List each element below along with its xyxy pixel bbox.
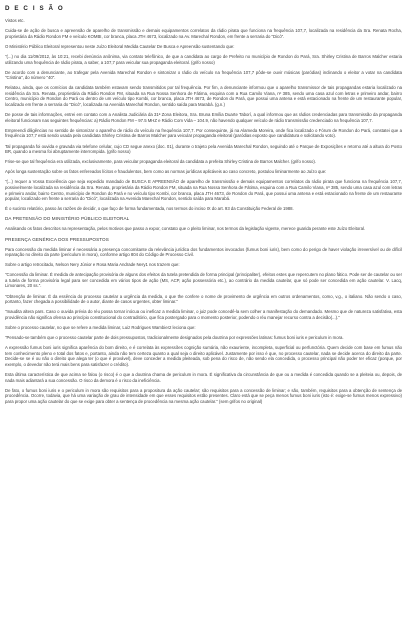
paragraph: A expressão fumus boni iuris significa aparência do bom direito, e é correlata às expressões cognição sumária, não exauriente, incompleta, superficial ou perfunctória. Quem decide com base em fumus não tem conhecimento pleno e total dos fatos e, portanto, ainda não tem certeza quanto a qual seja o direito aplicável. Justamente por isso é que, no processo cautelar, nada se decide acerca do direito da parte. Decide-se se é ou não o direito que alega ter (o que é provável), deve conceder a medida pleiteada, sob pena do risco de, não sendo ela concedida, o processo principal não poder ter eficaz (porque, por exemplo, o devedor não terá mais bens para satisfazer o crédito). xyxy=(5,345,402,367)
paragraph: Após longa sustentação sobre os fatos enfereados lícitos e fraudulentos, bem como as normas jurídicas aplicáveis ao caso concreto, postulou liminarmente ao Juízo que: xyxy=(5,169,327,175)
paragraph: "Concessão da liminar. É medida de antecipação provisória de alguns dos efeitos da tutela pretendida de forma principal (principaliter), efeitos estes que repercutem no plano fático. Pode ser de cautelar ou ser a tutela de forma provisória legal para ser concedida em vários tipos de ação (MS, ACP, ação possessória etc.), ao contrário da medida cautelar, que só pode ser concedida em ação cautelar. V. Lacq, Limonares, 20 ss.". xyxy=(5,272,402,289)
paragraph: "Pensado-se também que o processo cautelar parte de dois pressupostos, tradicionalmente designados pela doutrina por expressões latinas: fumus boni iuris e periculum in mora. xyxy=(5,335,344,341)
paragraph: "Inaudita altera pars. Caso o ouvida prévia do réu possa tornar inócua ou ineficaz a medida liminar, o juiz pode concedê-la sem colher a manifestação do demandado. Mesmo que de natureza satisfativa, esta providência não significa ofensa ao princípio constitucional do contraditório, que fica postergado para o momento posterior, podendo o réu manejar recurso contra a decisão(...)." xyxy=(5,309,402,320)
section-heading: DA PRETENSÃO DO MINISTÉRIO PÚBLICO ELEITORAL xyxy=(5,216,130,222)
paragraph: "(...) requer a Vossa Excelência que seja expedido mandado de BUSCA E APREENSÃO de aparelho de transmissão e demais equipamentos correlatos da rádio pirata que funciona na frequência 107,7, possivelmente localizada na residência da Sra. Renata, proprietária da Rádio Rondon FM, situada na Rua Nossa Senhora de Fátima, esquina com a Rua Camilo Viana, nº 385, sendo uma casa azul com letras e primeiro andar, bairro Centro, município de Rondon do Pará e no veículo tipo Kombi, cor branca, placa JTH 4673, de Rondon do Pará, que possui uma antena e está estacionado na frente de um restaurante popular, localizado em frente a serraria do "Dicó", localizada na Avenida Marechal Rondon, sentido saída para Marabá. xyxy=(5,179,402,202)
paragraph: "Obtenção de liminar. É da essência do processo cautelar a urgência da medida, o que the confere o nome de provimento de urgência em outros ordenamentos, como, v.g., o italiano. Não sendo o caso, portanto, fazer chegada a possibilidade de o autor, diante de casos urgentes, obter liminar." xyxy=(5,293,402,305)
paragraph: Sobre o processo cautelar, no que se refere a medida liminar, Luiz Rodrigues Wambier2 leciona que: xyxy=(5,324,196,330)
paragraph: Esta última característica de que acima se falou (o risco) é o que a doutrina chama de periculum in mora. É significativa da circunstância de que ou a medida é concedida quando se a pleiteia ou, depois, de nada mais adiantará a sua concessão. O risco da demora é o risco da ineficiência. xyxy=(5,372,402,383)
paragraph: Frise-se que tal frequência era utilizada, exclusivamente, para veicular propaganda eleitoral da candidata a prefeita Shirley Cristina de Barros Malcher. (grifo nosso). xyxy=(5,159,317,165)
paragraph: Sobre o artigo retrocitado, Nelson Nery Júnior e Rosa Maria Andrade Nery1 nos trazem que: xyxy=(5,262,180,268)
document-body xyxy=(5,18,402,404)
paragraph: De posse de tais informações, entrei em contato com a Analista Judiciária da 31ª Zona Eleitora, Sra. Bruna Emília Duarte Taborí, a qual informou que as rádios credenciadas para transmissão da propaganda eleitoral funcionam nas seguintes frequências: a) Rádio Rondon FM – 97.5 MHZ e Rádio Com Vida – 104.9, não havendo qualquer veículo de rádio transmissão credenciado na frequência 107,7. xyxy=(5,112,402,123)
paragraph: De acordo com a denunciante, ao trafegar pela Avenida Marechal Rondon e sintonizar o rádio do veículo na frequência 107,7 pôde-se ouvir músicas (paródias) inclinando o eleitor a votar na candidata "Cristina", do número "40". xyxy=(5,69,402,81)
paragraph: Tal propaganda foi ouvida e gravada via telefone celular, cujo CD segue anexo (doc. 01), durante o trajeto pela Avenida Marechal Rondon, seguindo até o Parque de Exposições e retorno até a altura do Posto BR, quando a mesma foi abruptamente interrompida. (grifo nosso) xyxy=(5,143,402,155)
paragraph: Vistos etc. xyxy=(5,18,25,23)
paragraph: De fato, o fumus boni iuris e o periculum in mora são requisitos para a propositura da ação cautelar; são requisitos para a concessão de liminar; e são, também, requisitos para a obtenção de sentença de procedência. Ocorre, todavia, que há uma variação de grau de intensidade em que esses requisitos estão presentes. Claro está que se peça menos fumus boni iuris (isto é: exige-se fumus menos expressivo) para propor uma ação cautelar do que se exige para obter a sentença de procedência na mesma ação cautelar." (sem grifos no original) xyxy=(5,387,402,404)
paragraph: Analisando os fatos descritos na representação, pelos motivos que passo a expor, constato que o pleito liminar, nos termos da legislação vigente, merece guarida perante este Juízo Eleitoral. xyxy=(5,226,366,232)
paragraph: Cuida-se de ação de busca e apreensão de aparelho de transmissão e demais equipamentos correlatos da rádio pirata que funciona na frequência 107,7, localizada na residência da Sra. Renata Rocha, proprietária da Rádio Rondon FM e veículo KOMBI, cor branca, placa JTH 4673, localizado na Av. Marechal Rondon, em frente a serraria do "Dicó". xyxy=(5,28,402,39)
paragraph: Relatou, ainda, que os comícios da candidata também estavam sendo transmitidos por tal frequência. Por fim, a denunciante informou que o aparelho transmissor de tais propagandas estaria localizado na residência da Sra. Renata, proprietária da Rádio Rondon FM, situada na Rua Nossa Senhora de Fátima, esquina com a Rua Camilo Viana, nº 385, sendo uma casa azul com letras e primeiro andar, bairro Centro, município de Rondon do Pará ou dentro de um veículo tipo Kombi, cor branca, placa JTH 4673, de Rondon do Pará, que possui uma antena e está estacionado na frente de um restaurante popular, localizado em frente a serraria do "Dicó", localizada na Avenida Marechal Rondon, sentido saída para Marabá. (g.n.) xyxy=(5,85,402,107)
paragraph: Empreendi diligências no sentido de sintonizar o aparelho de rádio do veículo na frequência 107,7. Por consequinte, já na Alameda Moreira, onde fica localizado o Fórum de Rondon do Pará, constatei que a frequência 107,7 está sendo usada pela candidata Shirley Cristina de Barros Malcher para veicular propaganda eleitoral (paródias exposto que candidatura e solicitando voto). xyxy=(5,127,402,139)
paragraph: O Ministério Público Eleitoral representou neste Juízo Eleitoral Medida Cautelar De Busca e Apreensão sustentando que: xyxy=(5,43,235,49)
paragraph: É o sucinto relatório, passo às razões de decidir, o que faço de forma fundamentada, nos termos do inciso IX do art. 93 da Constituição Federal de 1988. xyxy=(5,206,294,212)
section-heading: PRESENÇA GENÉRICA DOS PRESSUPOSTOS xyxy=(5,236,109,242)
paragraph: Para concessão da medida liminar é necessária a presença concomitante da relevância jurídica dos fundamentos invocados (fumus boni iuris), bem como do perigo de haver violação irreversível ou de difícil reparação no direito da parte (periculum in mora), conforme artigo 804 do Código de Processo Civil. xyxy=(5,246,402,258)
paragraph: "(...) no dia 11/09/2012, às 10:21, recebi denúncia anônima, via contato telefônico, de que a candidata ao cargo de Prefeito no município de Rondon do Pará, Sra. Shirley Cristina de Barros Malcher estaria utilizando uma frequência de rádio pirata, a saber, a 107,7 para veicular sua propaganda eleitoral. (grifo nosso) xyxy=(5,53,402,65)
document-title: D E C I S Ã O xyxy=(5,5,65,12)
